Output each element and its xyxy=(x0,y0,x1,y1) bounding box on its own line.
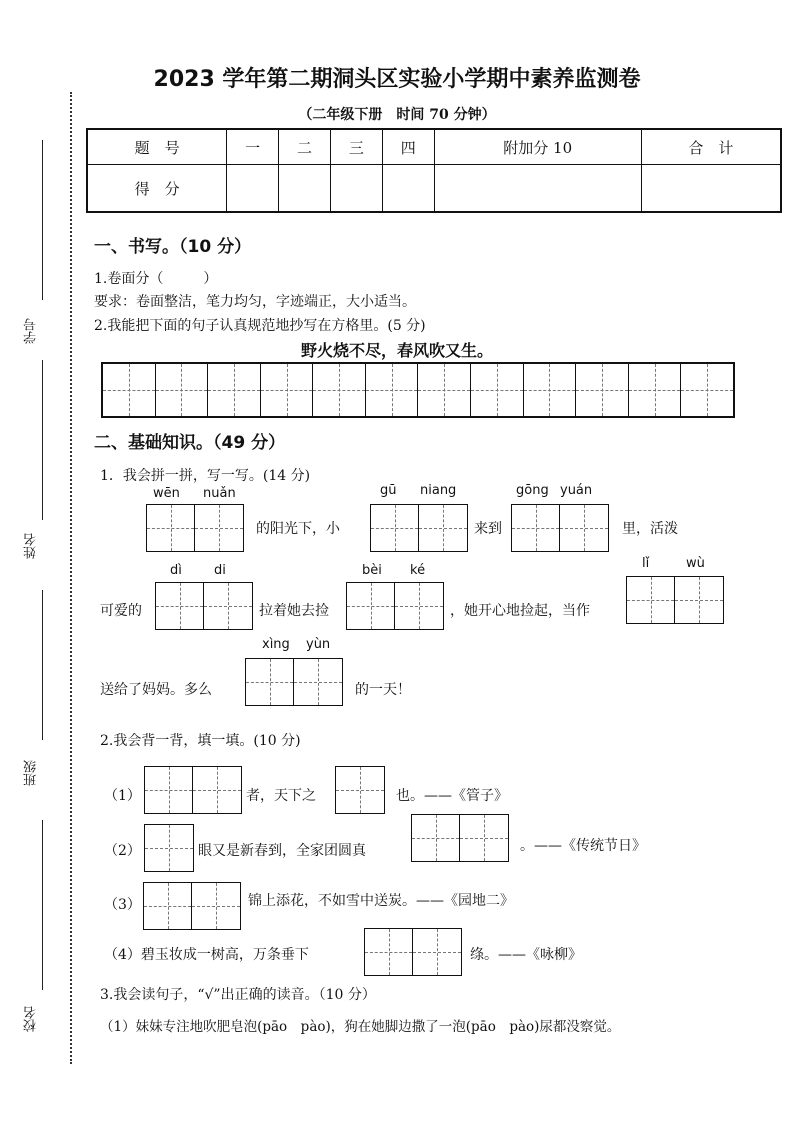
q1-close: ） xyxy=(203,271,218,287)
score-header-row xyxy=(87,129,781,165)
pinyin-yuan: yuán xyxy=(560,483,593,498)
pinyin-yun: yùn xyxy=(306,637,331,652)
grid-cell[interactable] xyxy=(145,825,193,871)
grid-cell[interactable] xyxy=(145,767,193,813)
score-input-cell[interactable] xyxy=(279,165,331,213)
fill-text: 可爱的 xyxy=(100,603,142,619)
section1-requirement: 要求：卷面整洁，笔力均匀，字迹端正，大小适当。 xyxy=(94,294,416,310)
grid-cell[interactable] xyxy=(336,767,384,813)
score-header-cell: 四 xyxy=(382,129,434,165)
pinyin-li: lǐ xyxy=(642,556,650,571)
copy-writing-grid[interactable] xyxy=(101,362,735,418)
grid-cell[interactable] xyxy=(413,929,461,975)
grid-cell[interactable] xyxy=(347,583,395,629)
fill-text: 里，活泼 xyxy=(622,521,678,537)
exam-title: 2023 学年第二期洞头区实验小学期中素养监测卷 xyxy=(153,67,641,92)
grid-cell[interactable] xyxy=(208,364,261,416)
recite-text-4b: 绦。——《咏柳》 xyxy=(470,947,582,963)
score-header-cell: 三 xyxy=(330,129,382,165)
fill-text: 的阳光下，小 xyxy=(256,521,340,537)
recite-text-1b: 也。——《管子》 xyxy=(396,788,508,804)
score-input-cell[interactable] xyxy=(641,165,781,213)
fill-text: 送给了妈妈。多么 xyxy=(100,682,212,698)
pinyin-wen: wēn xyxy=(153,486,180,501)
pinyin-wu: wù xyxy=(686,556,705,571)
grid-cell[interactable] xyxy=(261,364,314,416)
section2-q2: 2.我会背一背，填一填。(10 分) xyxy=(100,733,301,749)
grid-cell[interactable] xyxy=(471,364,524,416)
recite-num-1: （1） xyxy=(104,788,141,804)
recite-grid-1a[interactable] xyxy=(144,766,242,814)
grid-cell[interactable] xyxy=(195,505,243,551)
grid-cell[interactable] xyxy=(156,364,209,416)
grid-cell[interactable] xyxy=(144,883,192,929)
copy-sentence: 野火烧不尽，春风吹又生。 xyxy=(300,341,493,360)
school-label: 校名 xyxy=(24,1006,39,1032)
grid-cell[interactable] xyxy=(365,929,413,975)
grid-cell[interactable] xyxy=(418,364,471,416)
grid-cell[interactable] xyxy=(681,364,733,416)
grid-cell[interactable] xyxy=(103,364,156,416)
answer-grid-didi[interactable] xyxy=(155,582,253,630)
section2-q1: 1．我会拼一拼，写一写。(14 分) xyxy=(100,468,311,484)
recite-num-3: （3） xyxy=(104,897,141,913)
student-no-line xyxy=(42,140,43,300)
grid-cell[interactable] xyxy=(294,659,342,705)
grid-cell[interactable] xyxy=(419,505,467,551)
section2-q3-1[interactable]: （1）妹妹专注地吹肥皂泡(pāo pào)，狗在她脚边撒了一泡(pāo pào)尿都没察觉。 xyxy=(100,1019,621,1035)
grid-cell[interactable] xyxy=(627,577,675,623)
pinyin-nuan: nuǎn xyxy=(203,486,236,501)
answer-grid-wennuan[interactable] xyxy=(146,504,244,552)
fill-text: 的一天！ xyxy=(355,682,411,698)
answer-grid-liwu[interactable] xyxy=(626,576,724,624)
q1-text: 1.卷面分（ xyxy=(94,271,164,287)
score-row-label: 得 分 xyxy=(87,165,227,213)
name-line xyxy=(42,360,43,520)
recite-grid-1b[interactable] xyxy=(335,766,385,814)
grid-cell[interactable] xyxy=(629,364,682,416)
fill-text: ，她开心地捡起，当作 xyxy=(450,603,590,619)
score-header-cell: 题 号 xyxy=(87,129,227,165)
recite-grid-2b[interactable] xyxy=(411,814,509,862)
fill-text: 拉着她去捡 xyxy=(259,603,329,619)
grid-cell[interactable] xyxy=(366,364,419,416)
score-header-cell: 附加分 10 xyxy=(434,129,641,165)
pinyin-di1: dì xyxy=(170,563,182,578)
recite-grid-4[interactable] xyxy=(364,928,462,976)
score-header-cell: 二 xyxy=(279,129,331,165)
grid-cell[interactable] xyxy=(675,577,723,623)
answer-grid-beike[interactable] xyxy=(346,582,444,630)
pinyin-ke: ké xyxy=(410,563,426,578)
class-line xyxy=(42,590,43,740)
exam-subtitle: （二年级下册 时间 70 分钟） xyxy=(298,107,496,123)
grid-cell[interactable] xyxy=(412,815,460,861)
recite-grid-3[interactable] xyxy=(143,882,241,930)
recite-text-2b: 。——《传统节日》 xyxy=(520,838,646,854)
answer-grid-guniang[interactable] xyxy=(370,504,468,552)
fill-text: 来到 xyxy=(474,521,502,537)
grid-cell[interactable] xyxy=(512,505,560,551)
name-label: 姓名 xyxy=(24,533,39,559)
score-input-cell[interactable] xyxy=(227,165,279,213)
grid-cell[interactable] xyxy=(395,583,443,629)
grid-cell[interactable] xyxy=(460,815,508,861)
pinyin-niang: niang xyxy=(420,483,457,498)
recite-text-1a: 者，天下之 xyxy=(246,788,316,804)
grid-cell[interactable] xyxy=(246,659,294,705)
score-header-cell: 合 计 xyxy=(641,129,781,165)
section2-heading: 二、基础知识。（49 分） xyxy=(94,433,286,453)
score-value-row xyxy=(87,165,781,213)
grid-cell[interactable] xyxy=(156,583,204,629)
pinyin-bei: bèi xyxy=(362,563,382,578)
recite-grid-2a[interactable] xyxy=(144,824,194,872)
grid-cell[interactable] xyxy=(147,505,195,551)
section2-q3: 3.我会读句子，“√”出正确的读音。（10 分） xyxy=(100,987,376,1003)
grid-cell[interactable] xyxy=(576,364,629,416)
recite-text-2a: 眼又是新春到，全家团圆真 xyxy=(198,843,366,859)
grid-cell[interactable] xyxy=(193,767,241,813)
pinyin-xing: xìng xyxy=(262,637,290,652)
score-input-cell[interactable] xyxy=(330,165,382,213)
class-label: 班级 xyxy=(24,760,39,786)
score-input-cell[interactable] xyxy=(382,165,434,213)
answer-grid-xingyun[interactable] xyxy=(245,658,343,706)
answer-grid-gongyuan[interactable] xyxy=(511,504,609,552)
pinyin-gong: gōng xyxy=(516,483,549,498)
student-no-label: 学号 xyxy=(24,318,39,344)
section1-q2: 2.我能把下面的句子认真规范地抄写在方格里。(5 分) xyxy=(94,318,426,334)
grid-cell[interactable] xyxy=(560,505,608,551)
recite-text-3: 锦上添花，不如雪中送炭。——《园地二》 xyxy=(248,893,514,909)
grid-cell[interactable] xyxy=(524,364,577,416)
grid-cell[interactable] xyxy=(313,364,366,416)
score-input-cell[interactable] xyxy=(434,165,641,213)
recite-num-2: （2） xyxy=(104,843,141,859)
grid-cell[interactable] xyxy=(192,883,240,929)
recite-text-4: （4）碧玉妆成一树高，万条垂下 xyxy=(104,947,309,963)
pinyin-gu: gū xyxy=(380,483,397,498)
section1-q1 xyxy=(94,268,217,288)
score-table xyxy=(86,128,782,213)
score-header-cell: 一 xyxy=(227,129,279,165)
binding-dotted-line xyxy=(70,92,72,1064)
grid-cell[interactable] xyxy=(371,505,419,551)
section1-heading: 一、书写。（10 分） xyxy=(94,237,252,257)
pinyin-di2: di xyxy=(214,563,226,578)
school-line xyxy=(42,820,43,990)
grid-cell[interactable] xyxy=(204,583,252,629)
